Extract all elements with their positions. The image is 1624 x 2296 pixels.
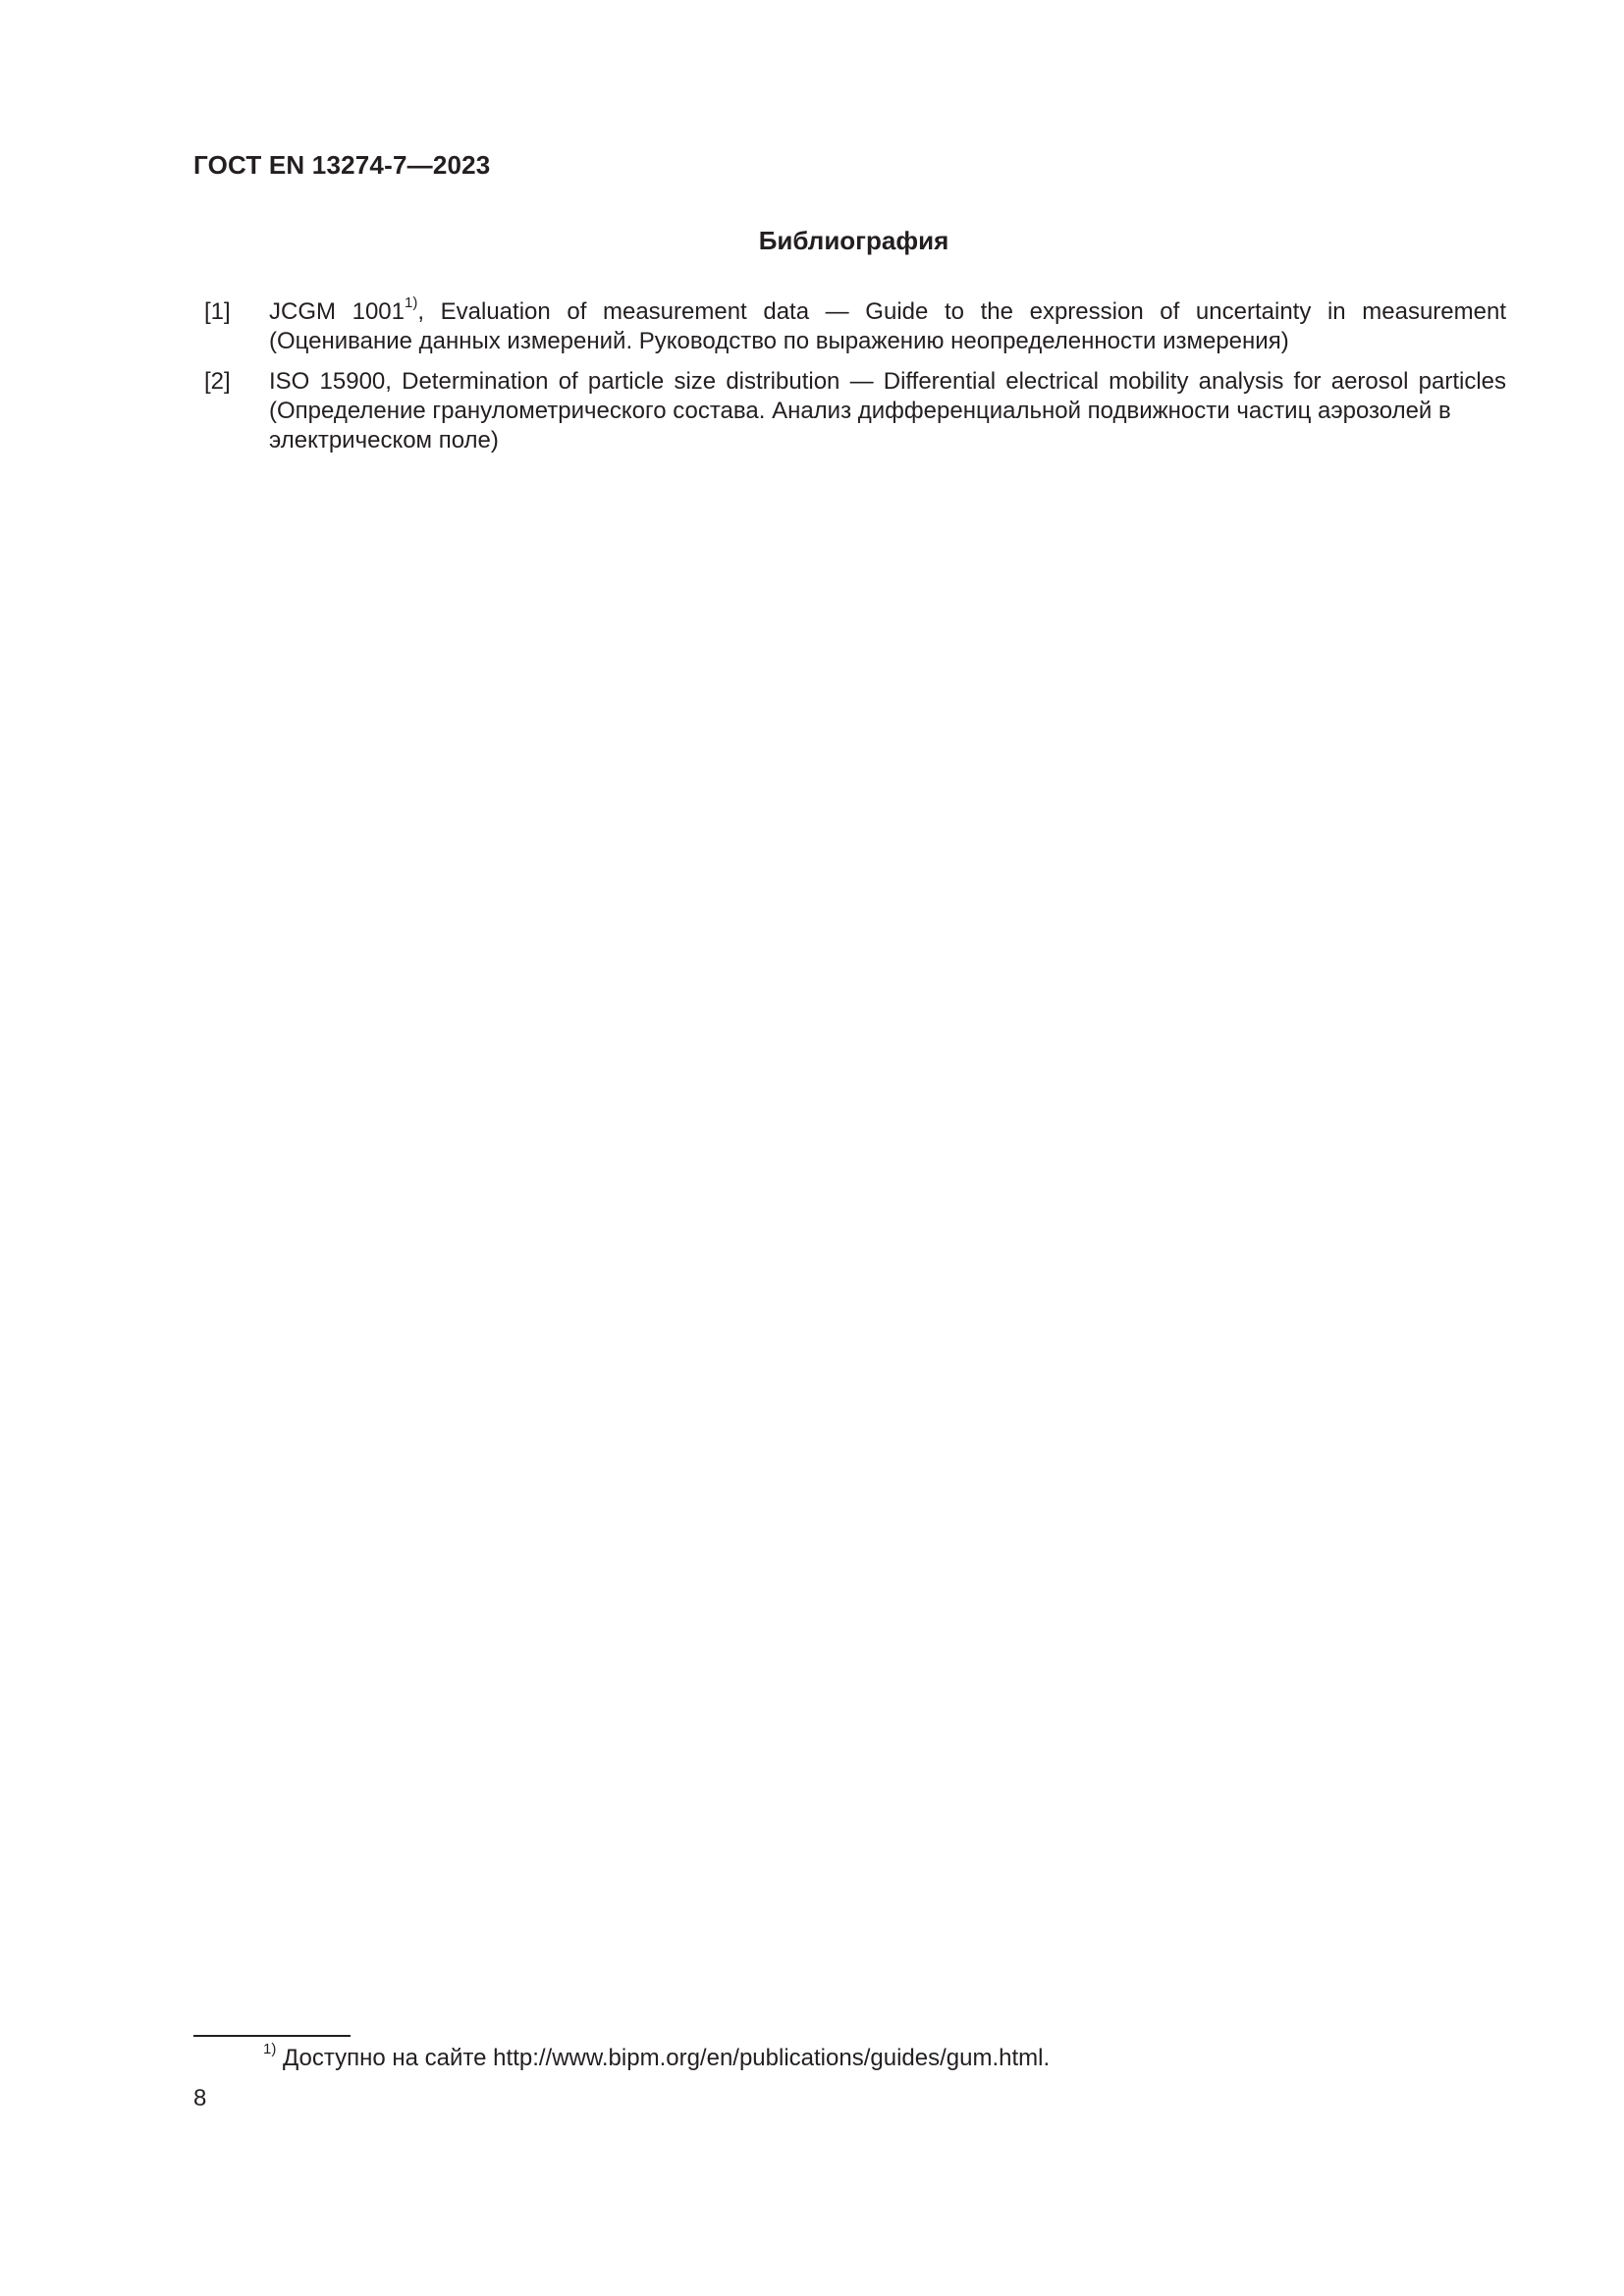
entry-body xyxy=(269,294,1506,356)
entry-title-line: ISO 15900, Determination of particle size distribution — Differential electrical mobility analysis for aerosol particles xyxy=(269,368,1506,395)
entry-translation: (Оценивание данных измерений. Руководство по выражению неопределенности измерения) xyxy=(269,328,1289,354)
footnote-separator xyxy=(193,2035,351,2037)
entry-title-line xyxy=(269,294,1506,327)
entry-translation: (Определение гранулометрического состава. Анализ дифференциальной подвижности частиц аэрозолей в электрическом поле) xyxy=(269,398,1451,454)
bibliography-entry xyxy=(204,367,1506,455)
entry-title-tail: , Evaluation of measurement data — Guide to the expression of uncertainty in measurement xyxy=(417,298,1506,325)
entry-body xyxy=(269,367,1506,455)
footnote-reference-mark[interactable]: 1) xyxy=(405,294,418,311)
section-title: Библиография xyxy=(758,226,949,255)
footnote-mark: 1) xyxy=(263,2041,277,2057)
bibliography-entry xyxy=(204,294,1506,356)
entry-number: [1] xyxy=(204,298,231,325)
page-number: 8 xyxy=(193,2085,207,2111)
entry-title-lead: JCGM 1001 xyxy=(269,298,406,325)
footnote xyxy=(263,2041,1051,2073)
entry-number: [2] xyxy=(204,368,231,395)
document-header: ГОСТ EN 13274-7—2023 xyxy=(193,150,491,180)
footnote-text: Доступно на сайте http://www.bipm.org/en/publications/guides/gum.html. xyxy=(276,2045,1051,2071)
bibliography-list xyxy=(204,294,1506,466)
